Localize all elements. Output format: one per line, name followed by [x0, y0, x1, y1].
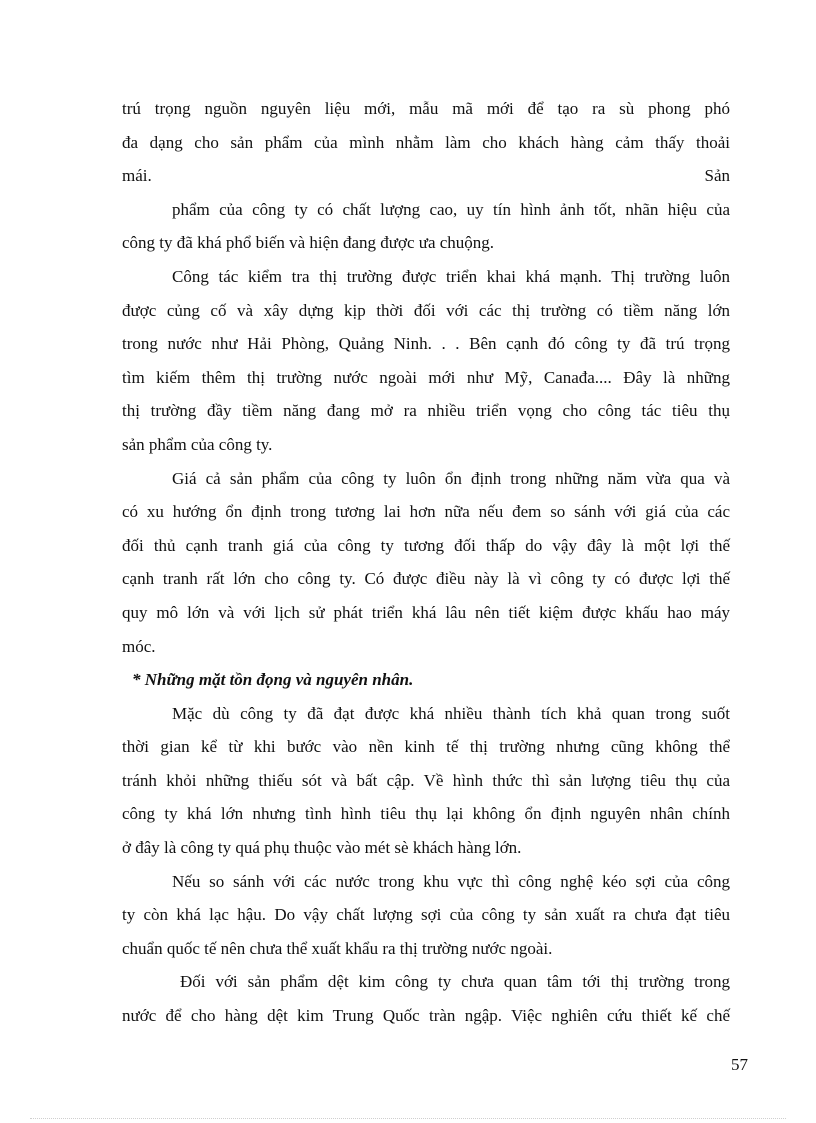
text-line: ty còn khá lạc hậu. Do vậy chất lượng sợi của công ty sản xuất ra chưa đạt tiêu [122, 905, 730, 925]
page-bottom-divider [30, 1118, 786, 1119]
page-number: 57 [731, 1055, 748, 1074]
text-line: công ty khá lớn nhưng tình hình tiêu thụ lại không ổn định nguyên nhân chính [122, 804, 730, 824]
text-line: tìm kiếm thêm thị trường nước ngoài mới như Mỹ, Canađa.... Đây là những [122, 367, 730, 387]
text-line: thị trường đầy tiềm năng đang mở ra nhiều triển vọng cho công tác tiêu thụ [122, 401, 730, 421]
text-line: ở đây là công ty quá phụ thuộc vào mét sè khách hàng lớn. [122, 838, 522, 858]
text-line: nước để cho hàng dệt kim Trung Quốc tràn ngập. Việc nghiên cứu thiết kế chế [122, 1006, 730, 1026]
text-line: có xu hướng ổn định trong tương lai hơn nữa nếu đem so sánh với giá của các [122, 502, 730, 522]
text-line: công ty đã khá phổ biến và hiện đang được ưa chuộng. [122, 233, 495, 253]
text-line: phẩm của công ty có chất lượng cao, uy tín hình ảnh tốt, nhãn hiệu của [172, 199, 730, 219]
text-line: được củng cố và xây dựng kịp thời đối với các thị trường có tiềm năng lớn [122, 300, 730, 320]
text-line: Đối với sản phẩm dệt kim công ty chưa quan tâm tới thị trường trong [180, 972, 730, 992]
text-line: Công tác kiểm tra thị trường được triển khai khá mạnh. Thị trường luôn [172, 266, 730, 286]
section-heading: * Những mặt tồn đọng và nguyên nhân. [132, 670, 414, 690]
text-line: thời gian kể từ khi bước vào nền kinh tế thị trường nhưng cũng không thể [122, 737, 730, 757]
text-line: quy mô lớn và với lịch sử phát triển khá lâu nên tiết kiệm được khấu hao máy [122, 602, 730, 622]
text-line: trú trọng nguồn nguyên liệu mới, mẫu mã mới để tạo ra sù phong phó [122, 99, 730, 118]
text-line-split [122, 159, 730, 193]
text-line: tránh khỏi những thiếu sót và bất cập. Về hình thức thì sản lượng tiêu thụ của [122, 770, 730, 790]
text-line: mái. [122, 166, 152, 186]
text-line: đối thủ cạnh tranh giá của công ty tương đối thấp do vậy đây là một lợi thế [122, 535, 730, 555]
text-line: cạnh tranh rất lớn cho công ty. Có được điều này là vì công ty có được lợi thế [122, 569, 730, 589]
text-line: chuẩn quốc tế nên chưa thể xuất khẩu ra thị trường nước ngoài. [122, 938, 553, 958]
text-line: móc. [122, 636, 156, 656]
text-line: Giá cả sản phẩm của công ty luôn ổn định trong những năm vừa qua và [172, 468, 730, 488]
text-line: sản phẩm của công ty. [122, 434, 273, 454]
text-line: Nếu so sánh với các nước trong khu vực thì công nghệ kéo sợi của công [172, 871, 730, 891]
text-line: Sản [704, 166, 730, 186]
text-line: đa dạng cho sản phẩm của mình nhằm làm cho khách hàng cảm thấy thoải [122, 132, 730, 152]
text-line: Mặc dù công ty đã đạt được khá nhiều thành tích khả quan trong suốt [172, 703, 730, 723]
text-line: trong nước như Hải Phòng, Quảng Ninh. . . Bên cạnh đó công ty đã trú trọng [122, 334, 730, 354]
body-text [122, 92, 730, 1033]
